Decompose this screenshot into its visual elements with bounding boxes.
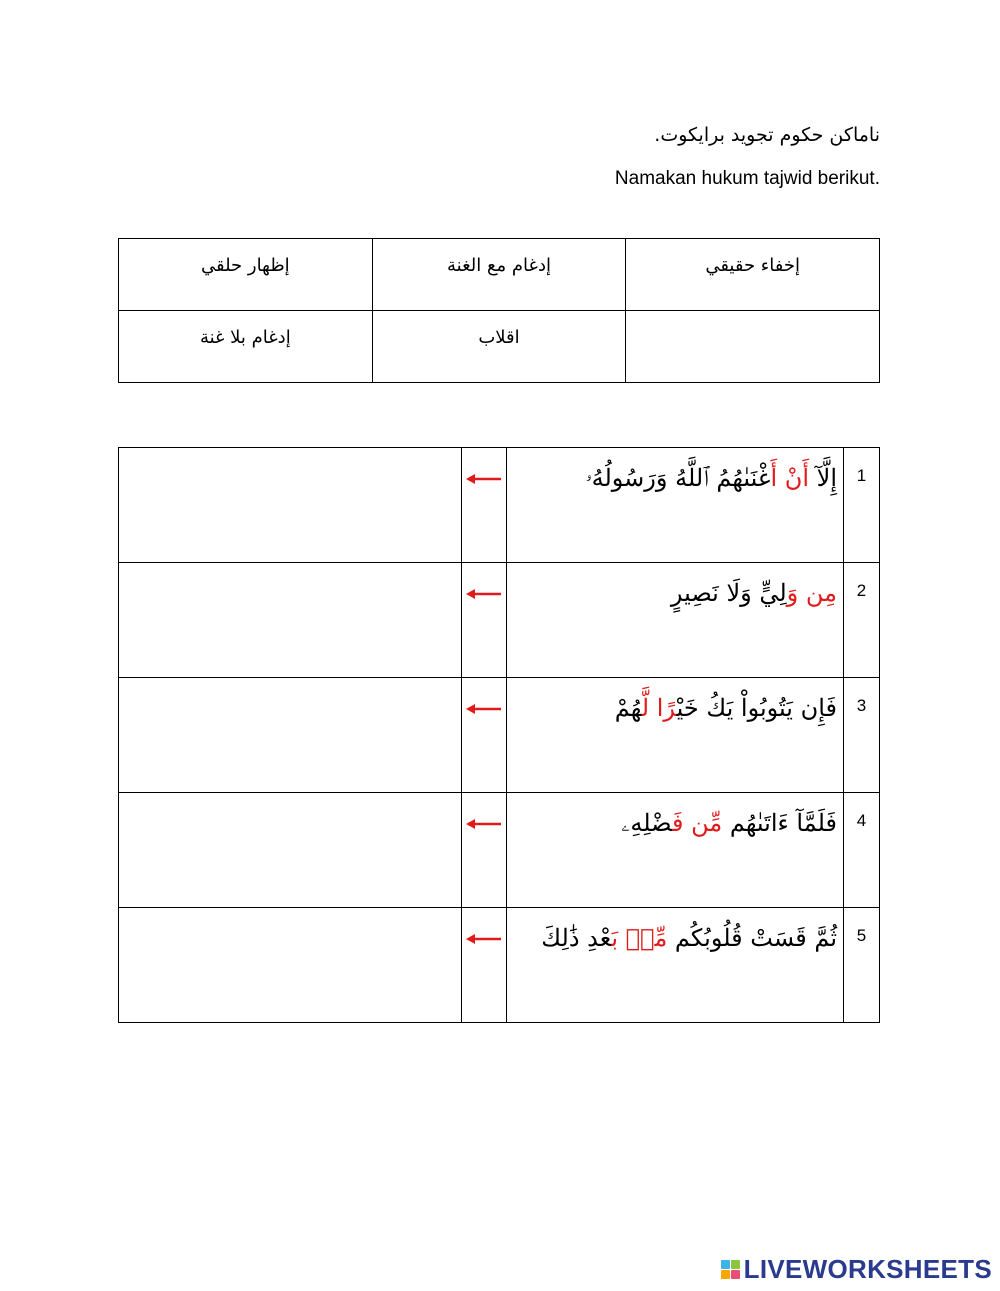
verse-text: غْنَىٰهُمُ ٱللَّهُ وَرَسُولُهُۥ <box>585 464 771 492</box>
verse-highlight: رًا لَّ <box>641 694 677 722</box>
arrow-cell <box>462 563 507 678</box>
arrow-cell <box>462 908 507 1023</box>
verse-highlight: أَنْ أَ <box>770 464 810 492</box>
arrow-cell <box>462 448 507 563</box>
option-cell: إظهار حلقي <box>119 239 373 311</box>
arrow-cell <box>462 678 507 793</box>
question-row <box>119 908 880 1023</box>
liveworksheets-logo <box>721 1254 992 1285</box>
brand-name: LIVEWORKSHEETS <box>743 1254 992 1284</box>
option-cell: إدغام بلا غنة <box>119 311 373 383</box>
verse-highlight: مِّنۢ بَ <box>611 924 668 952</box>
verse-text: لِيٍّ وَلَا نَصِيرٍ <box>670 579 787 607</box>
left-arrow-icon <box>466 588 502 600</box>
instruction-jawi: ناماكن حكوم تجويد برايكوت. <box>654 124 880 146</box>
options-row <box>119 239 880 311</box>
verse-text: إِلَّآ <box>809 464 838 492</box>
verse-cell <box>507 908 844 1023</box>
question-number: 2 <box>844 563 880 678</box>
logo-square <box>721 1260 730 1269</box>
question-number: 4 <box>844 793 880 908</box>
option-cell: إدغام مع الغنة <box>372 239 626 311</box>
answer-cell[interactable] <box>119 678 462 793</box>
verse-text: فَلَمَّآ ءَاتَىٰهُم <box>722 809 838 837</box>
answer-cell[interactable] <box>119 448 462 563</box>
question-number: 5 <box>844 908 880 1023</box>
arrow-cell <box>462 793 507 908</box>
left-arrow-icon <box>466 703 502 715</box>
verse-cell <box>507 448 844 563</box>
answer-cell[interactable] <box>119 908 462 1023</box>
verse-cell <box>507 563 844 678</box>
verse-text: ضْلِهِۦ <box>621 809 672 837</box>
verse-highlight: مِّن فَ <box>672 809 723 837</box>
logo-square <box>721 1270 730 1279</box>
verse-cell <box>507 678 844 793</box>
left-arrow-icon <box>466 933 502 945</box>
verse-text: هُمْ <box>614 694 642 722</box>
verse-highlight: مِن وَ <box>786 579 838 607</box>
question-number: 1 <box>844 448 880 563</box>
left-arrow-icon <box>466 473 502 485</box>
instruction-latin: Namakan hukum tajwid berikut. <box>614 168 880 189</box>
verse-text: ثُمَّ قَسَتْ قُلُوبُكُم <box>667 924 838 952</box>
question-row <box>119 793 880 908</box>
answer-cell[interactable] <box>119 793 462 908</box>
question-row <box>119 563 880 678</box>
answer-cell[interactable] <box>119 563 462 678</box>
question-row <box>119 448 880 563</box>
logo-mark-icon <box>721 1260 740 1279</box>
left-arrow-icon <box>466 818 502 830</box>
option-cell <box>626 311 880 383</box>
logo-square <box>731 1260 740 1269</box>
option-cell: اقلاب <box>372 311 626 383</box>
verse-text: عْدِ ذَٰلِكَ <box>541 924 612 952</box>
option-cell: إخفاء حقيقي <box>626 239 880 311</box>
options-row <box>119 311 880 383</box>
logo-square <box>731 1270 740 1279</box>
questions-table <box>118 447 880 1023</box>
options-table <box>118 238 880 383</box>
verse-cell <box>507 793 844 908</box>
question-number: 3 <box>844 678 880 793</box>
verse-text: فَإِن يَتُوبُواْ يَكُ خَيْ <box>676 694 838 722</box>
question-row <box>119 678 880 793</box>
